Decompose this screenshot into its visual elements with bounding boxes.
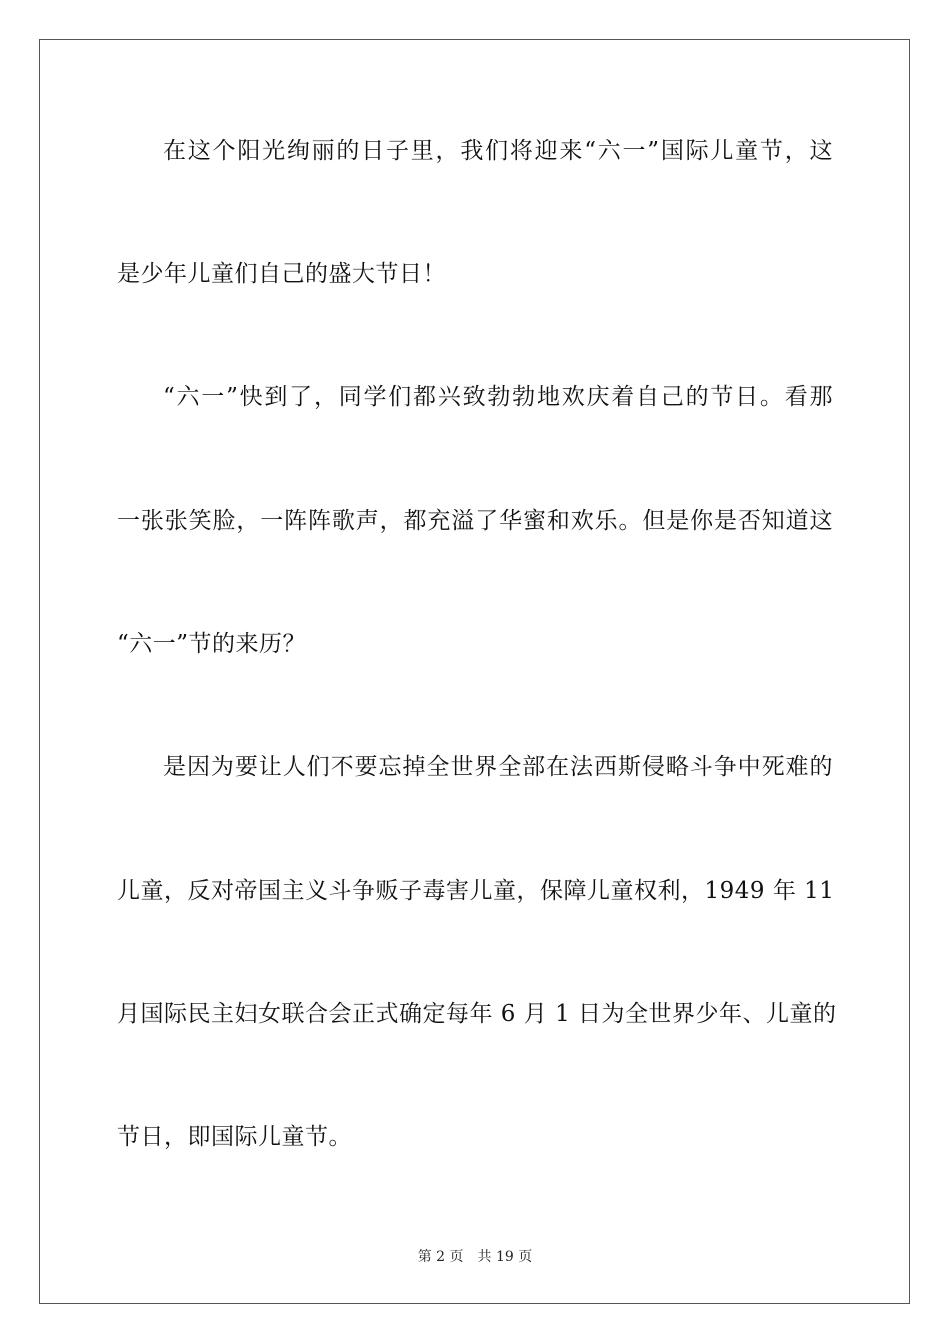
page-number-total: 共 19 页 (477, 1249, 533, 1265)
page-border (39, 39, 910, 1304)
paragraph-3-line-3: 月国际民主妇女联合会正式确定每年 6 月 1 日为全世界少年、儿童的 (117, 1001, 837, 1027)
paragraph-3-line-2: 儿童，反对帝国主义斗争贩子毒害儿童，保障儿童权利，1949 年 11 (117, 878, 835, 904)
paragraph-2-line-1: “六一”快到了，同学们都兴致勃勃地欢庆着自己的节日。看那 (163, 384, 833, 410)
paragraph-2-line-2: 一张张笑脸，一阵阵歌声，都充溢了华蜜和欢乐。但是你是否知道这 (117, 508, 833, 534)
paragraph-1-line-2: 是少年儿童们自己的盛大节日！ (117, 261, 446, 287)
paragraph-3-line-1: 是因为要让人们不要忘掉全世界全部在法西斯侵略斗争中死难的 (163, 754, 833, 780)
paragraph-3-line-4: 节日，即国际儿童节。 (117, 1124, 352, 1150)
paragraph-1-line-1: 在这个阳光绚丽的日子里，我们将迎来“六一”国际儿童节，这 (163, 138, 833, 164)
page-number-current: 第 2 页 (417, 1249, 464, 1265)
paragraph-2-line-3: “六一”节的来历？ (117, 631, 307, 657)
page-footer (0, 1248, 950, 1266)
